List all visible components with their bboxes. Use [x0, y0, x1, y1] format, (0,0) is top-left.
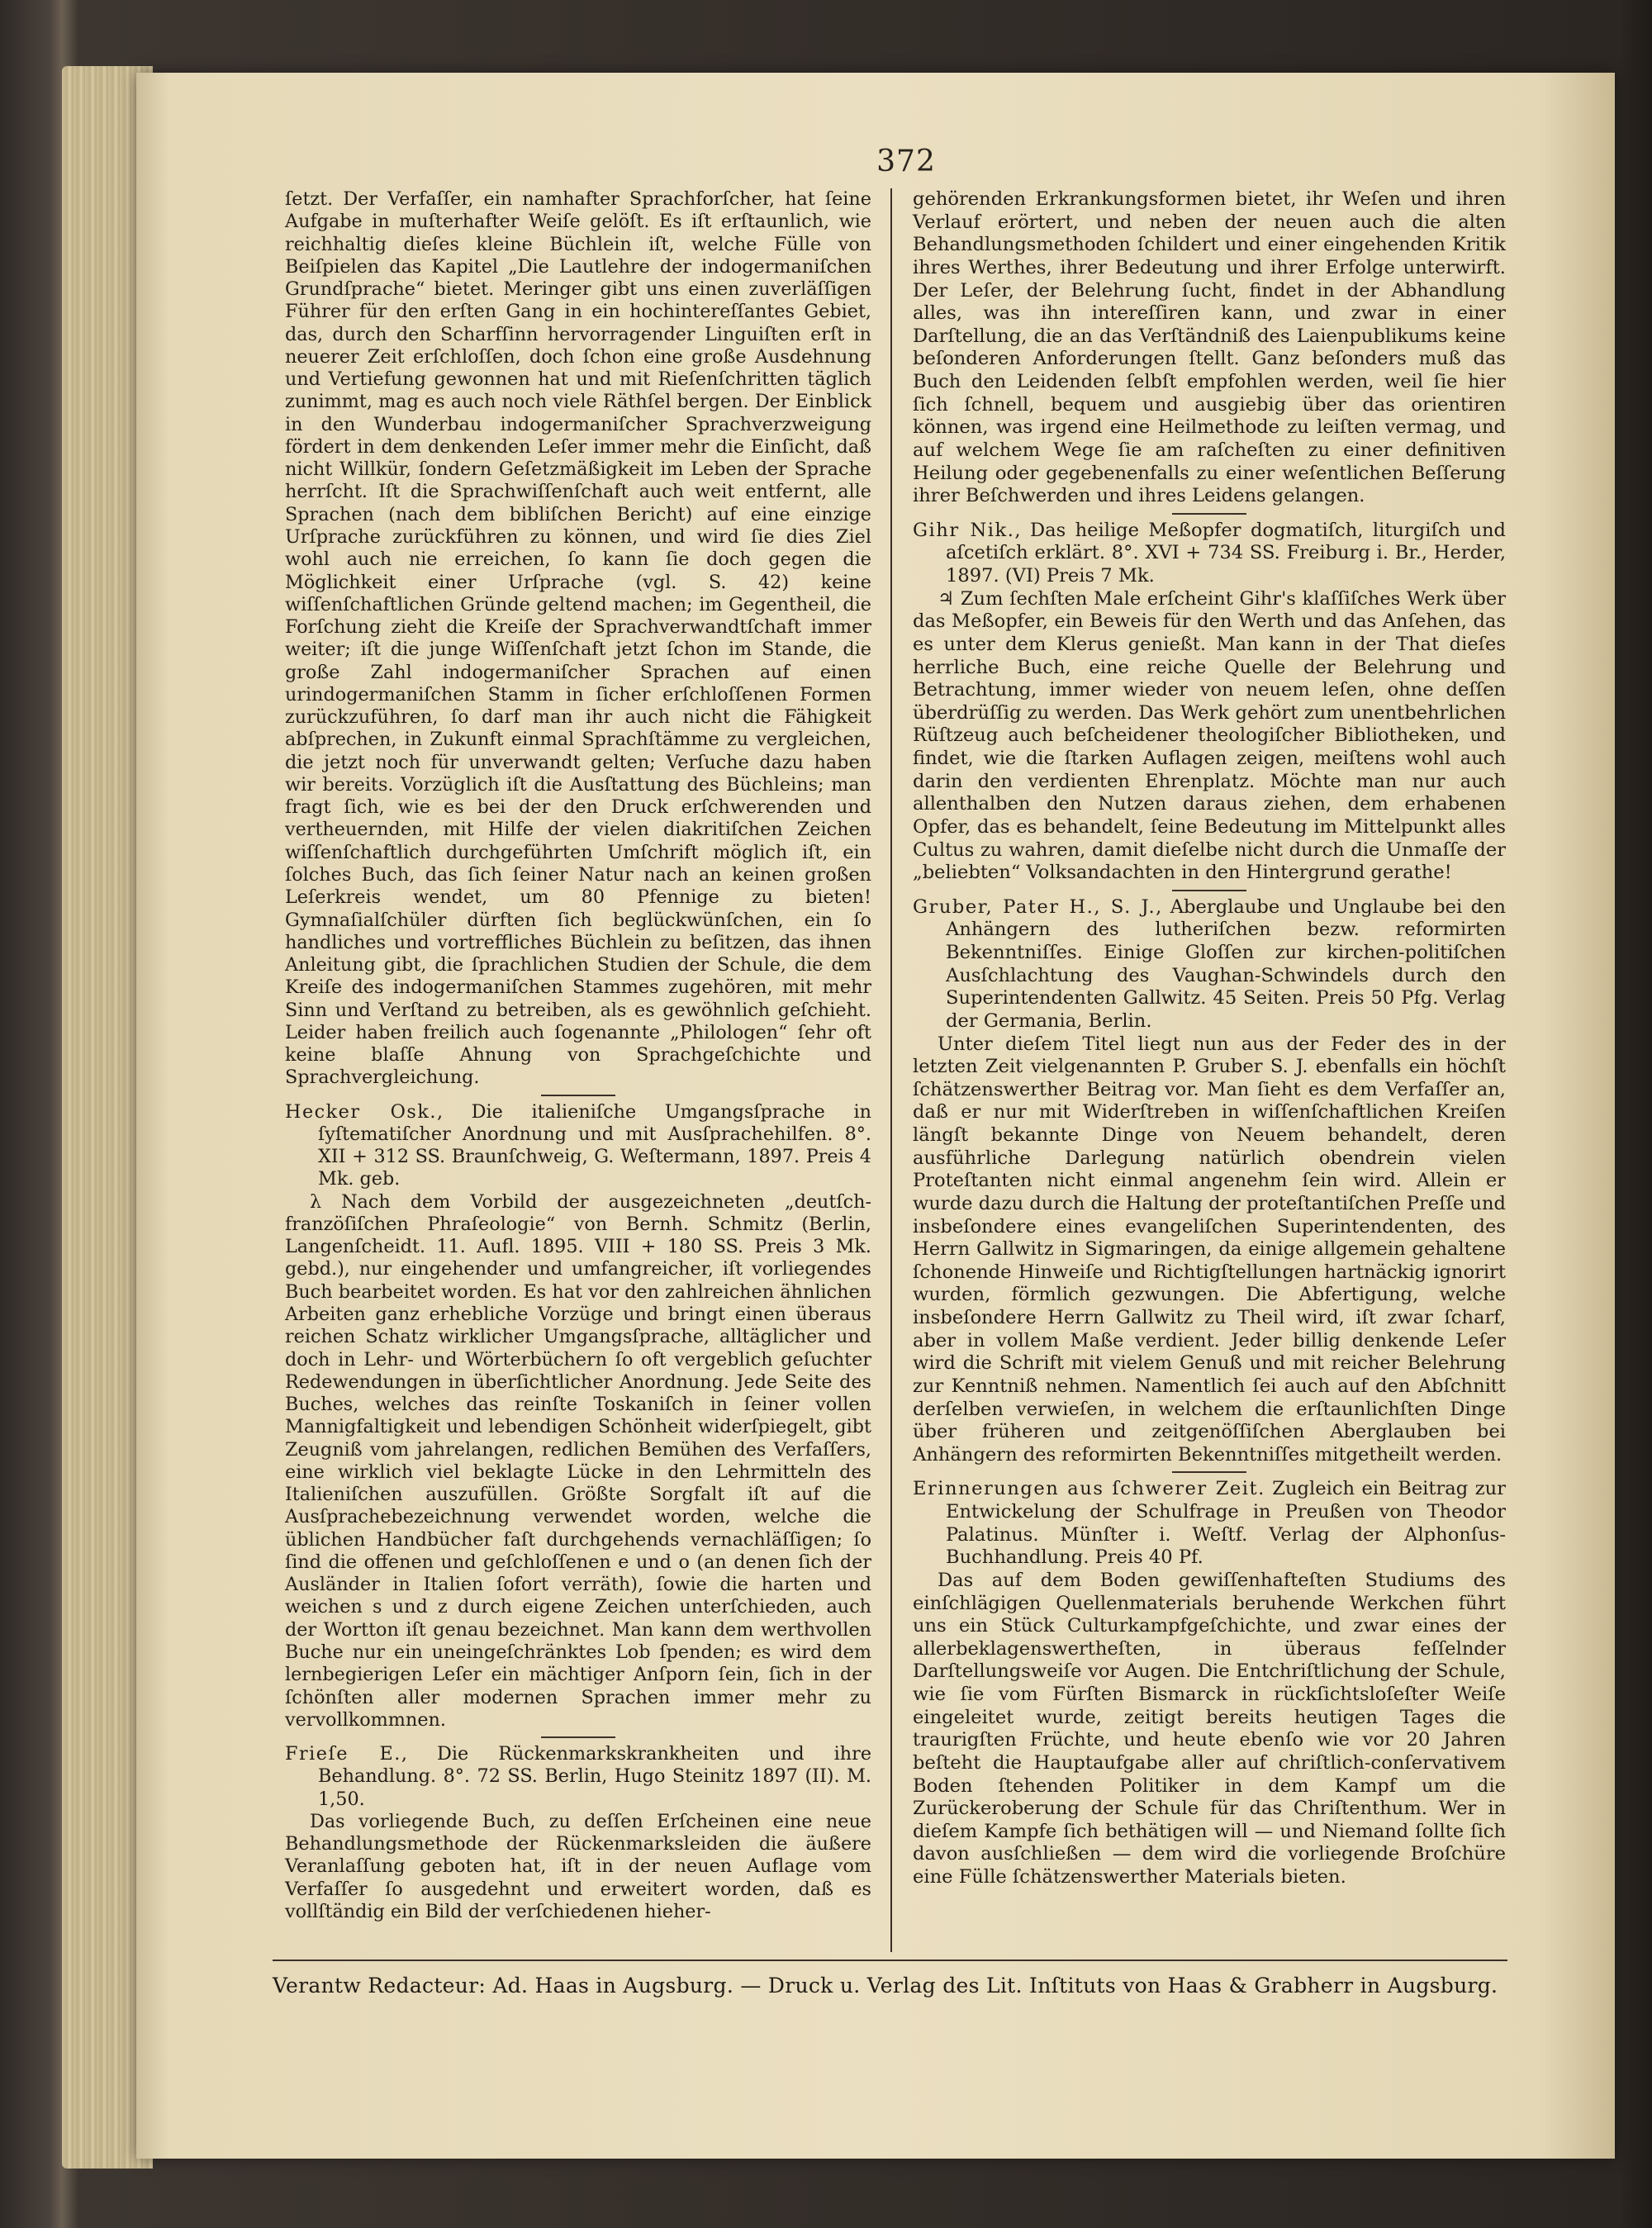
left-column	[285, 188, 871, 1923]
entry-separator	[541, 1095, 615, 1096]
entry-separator	[541, 1736, 615, 1738]
imprint-footer: Verantw Redacteur: Ad. Haas in Augsburg. — Druck u. Verlag des Lit. Inſtituts von Haas & Grabherr in Augsburg.	[273, 1974, 1498, 1998]
entry-body: Das vorliegende Buch, zu deſſen Erſcheinen eine neue Behandlungsmethode der Rückenmarksleiden die äußere Veranlaſſung geboten hat, iſt in der neuen Auflage vom Verfaſſer ſo ausgedehnt und erweitert worden, daß es vollſtändig ein Bild der verſchiedenen hieher-	[285, 1810, 871, 1922]
entry-separator	[1172, 890, 1246, 891]
entry-heading	[913, 520, 1506, 588]
footer-rule	[273, 1960, 1507, 1961]
entry-title: Zugleich ein Beitrag zur Entwickelung der Schulfrage in Preußen von Theodor Palatinus. Münſter i. Weſtf. Verlag der Alphonſus-Buchhandlung. Preis 40 Pf.	[946, 1478, 1506, 1569]
entry-body: ♃ Zum ſechſten Male erſcheint Gihr's klaſſiſches Werk über das Meßopfer, ein Beweis für den Werth und das Anſehen, das es unter dem Klerus genießt. Man kann in der That dieſes herrliche Buch, eine reiche Quelle der Belehrung und Betrachtung, immer wieder von neuem leſen, ohne deſſen überdrüſſig zu werden. Das Werk gehört zum unentbehrlichen Rüſtzeug auch beſcheidener theologiſcher Bibliotheken, und findet, wie die ſtarken Auflagen zeigen, meiſtens wohl auch darin den verdienten Ehrenplatz. Möchte man nur auch allenthalben den Nutzen daraus ziehen, dem erhabenen Opfer, das es behandelt, ſeine Bedeutung im Mittelpunkt alles Cultus zu wahren, damit dieſelbe nicht durch die Unmaſſe der „beliebten“ Volksandachten in den Hintergrund gerathe!	[913, 587, 1506, 884]
entry-title: , Die italieniſche Umgangsſprache in ſyſtematiſcher Anordnung und mit Ausſprachehilfen. 8°. XII + 312 SS. Braunſchweig, G. Weſtermann, 1897. Preis 4 Mk. geb.	[318, 1100, 871, 1190]
entry-heading	[913, 896, 1506, 1033]
entry-title: , Das heilige Meßopfer dogmatiſch, liturgiſch und aſcetiſch erklärt. 8°. XVI + 734 SS. Freiburg i. Br., Herder, 1897. (VI) Preis 7 Mk.	[946, 519, 1506, 587]
review-entry-friese	[285, 1743, 871, 1923]
right-column	[913, 188, 1506, 1889]
entry-author: Gihr Nik.	[913, 519, 1015, 541]
entry-body: ſetzt. Der Verfaſſer, ein namhafter Sprachforſcher, hat ſeine Aufgabe in muſterhafter Weiſe gelöſt. Es iſt erſtaunlich, wie reichhaltig dieſes kleine Büchlein iſt, welche Fülle von Beiſpielen das Kapitel „Die Lautlehre der indogermaniſchen Grundſprache“ bietet. Meringer gibt uns einen zuverläſſigen Führer für den erſten Gang in ein hochintereſſantes Gebiet, das, durch den Scharfſinn hervorragender Linguiſten erſt in neuerer Zeit erſchloſſen, doch ſchon eine große Ausdehnung und Vertiefung gewonnen hat und mit Rieſenſchritten täglich zunimmt, mag es auch noch viele Räthſel bergen. Der Einblick in den Wunderbau indogermaniſcher Sprachverzweigung fördert in dem denkenden Leſer immer mehr die Einſicht, daß nicht Willkür, ſondern Geſetzmäßigkeit im Leben der Sprache herrſcht. Iſt die Sprachwiſſenſchaft auch weit entfernt, alle Sprachen (nach dem bibliſchen Bericht) auf eine einzige Urſprache zurückführen zu können, und wird ſie dies Ziel wohl auch nie erreichen, ſo kann ſie doch gegen die Möglichkeit einer Urſprache (vgl. S. 42) keine wiſſenſchaftlichen Gründe geltend machen; im Gegentheil, die Forſchung zieht die Kreiſe der Sprachverwandtſchaft immer weiter; iſt die junge Wiſſenſchaft jetzt ſchon im Stande, die große Zahl indogermaniſcher Sprachen auf einen urindogermaniſchen Stamm in ſicher erſchloſſenen Formen zurückzuführen, ſo darf man ihr auch nicht die Fähigkeit abſprechen, in Zukunft einmal Sprachſtämme zu vergleichen, die jetzt noch für unverwandt gelten; Verſuche dazu haben wir bereits. Vorzüglich iſt die Ausſtattung des Büchleins; man fragt ſich, wie es bei der den Druck erſchwerenden und vertheuernden, mit Hilfe der vielen diakritiſchen Zeichen wiſſenſchaftlich durchgeführten Umſchrift möglich iſt, ein ſolches Buch, das ſich ſeiner Natur nach an keinen großen Leſerkreis wendet, um 80 Pfennige zu bieten! Gymnaſialſchüler dürften ſich beglückwünſchen, ein ſo handliches und vortreffliches Büchlein zu beſitzen, das ihnen Anleitung gibt, die ſprachlichen Studien der Schule, die dem Kreiſe des indogermaniſchen Stammes zugehören, mit mehr Sinn und Verſtand zu betreiben, als es gewöhnlich geſchieht. Leider haben freilich auch ſogenannte „Philologen“ ſehr oft keine blaſſe Ahnung von Sprachgeſchichte und Sprachvergleichung.	[285, 188, 871, 1089]
entry-body: Das auf dem Boden gewiſſenhafteſten Studiums des einſchlägigen Quellenmaterials beruhende Werkchen führt uns ein Stück Culturkampfgeſchichte, und zwar eines der allerbeklagenswertheſten, in überaus feſſelnder Darſtellungsweiſe vor Augen. Die Entchriſtlichung der Schule, wie ſie vom Fürſten Bismarck in rückſichtsloſeſter Weiſe eingeleitet wurde, zeitigt bereits heutigen Tages die traurigſten Früchte, und heute ebenſo wie vor 20 Jahren beſteht die Hauptaufgabe aller auf chriſtlich-conſervativem Boden ſtehenden Politiker in dem Kampf um die Zurückeroberung der Schule für das Chriſtenthum. Wer in dieſem Kampfe ſich bethätigen will — und Niemand ſollte ſich davon ausſchließen — dem wird die vorliegende Broſchüre eine Fülle ſchätzenswerther Materials bieten.	[913, 1569, 1506, 1888]
entry-body: Unter dieſem Titel liegt nun aus der Feder des in der letzten Zeit vielgenannten P. Gruber S. J. ebenfalls ein höchſt ſchätzenswerther Beitrag vor. Man ſieht es dem Verfaſſer an, daß er nur mit Widerſtreben in wiſſenſchaftlichen Kreiſen längſt bekannte Dinge von Neuem behandelt, deren ausführliche Darlegung natürlich obendrein vielen Proteſtanten nicht einmal angenehm ſein wird. Allein er wurde dazu durch die Haltung der proteſtantiſchen Preſſe und insbeſondere eines evangeliſchen Superintendenten, des Herrn Gallwitz in Sigmaringen, da einige allgemein gehaltene ſchonende Hinweiſe und Richtigſtellungen hartnäckig ignorirt wurden, förmlich gezwungen. Die Abfertigung, welche insbeſondere Herrn Gallwitz zu Theil wird, iſt zwar ſcharf, aber in vollem Maße verdient. Jeder billig denkende Leſer wird die Schrift mit vielem Genuß und mit reicher Belehrung zur Kenntniß nehmen. Namentlich ſei auch auf den Abſchnitt derſelben verwieſen, in welchem die erſtaunlichſten Dinge über früheren und zeitgenöſſiſchen Aberglauben bei Anhängern des reformirten Bekenntniſſes mitgetheilt werden.	[913, 1033, 1506, 1466]
entry-separator	[1172, 513, 1246, 515]
entry-author: Gruber, Pater H., S. J.	[913, 895, 1156, 918]
entry-author: Hecker Osk.	[285, 1100, 437, 1123]
review-entry-gihr	[913, 520, 1506, 885]
review-entry-hecker	[285, 1101, 871, 1732]
entry-body: gehörenden Erkrankungsformen bietet, ihr Weſen und ihren Verlauf erörtert, und neben der neuen auch die alten Behandlungsmethoden ſchildert und einer eingehenden Kritik ihres Werthes, ihrer Bedeutung und ihrer Erfolge unterwirft. Der Leſer, der Belehrung ſucht, findet in der Abhandlung alles, was ihn intereſſiren kann, und zwar in einer Darſtellung, die an das Verſtändniß des Laienpublikums keine beſonderen Anforderungen ſtellt. Ganz beſonders muß das Buch den Leidenden ſelbſt empfohlen werden, weil ſie hier ſich ſchnell, bequem und ausgiebig über das orientiren können, was irgend eine Heilmethode zu leiſten vermag, und auf welchem Wege ſie am raſcheſten zu einer definitiven Heilung oder gegebenenfalls zu einer weſentlichen Beſſerung ihrer Beſchwerden und ihres Leidens gelangen.	[913, 188, 1506, 507]
page-number: 372	[876, 145, 936, 178]
entry-heading	[913, 1478, 1506, 1570]
entry-heading	[285, 1101, 871, 1191]
entry-author: Frieſe E.	[285, 1743, 401, 1765]
entry-author: Erinnerungen aus ſchwerer Zeit.	[913, 1478, 1265, 1500]
entry-title: , Die Rückenmarkskrankheiten und ihre Behandlung. 8°. 72 SS. Berlin, Hugo Steinitz 1897 (II). M. 1,50.	[318, 1743, 872, 1810]
entry-heading	[285, 1743, 871, 1811]
entry-separator	[1172, 1471, 1246, 1473]
entry-title: , Aberglaube und Unglaube bei den Anhängern des lutheriſchen bezw. reformirten Bekenntniſſes. Einige Gloſſen zur kirchen-politiſchen Ausſchlachtung des Vaughan-Schwindels durch den Superintendenten Gallwitz. 45 Seiten. Preis 50 Pfg. Verlag der Germania, Berlin.	[946, 895, 1506, 1032]
continuation-entry	[913, 188, 1506, 508]
review-entry-erinnerungen	[913, 1478, 1506, 1888]
column-divider	[890, 188, 892, 1952]
review-entry-gruber	[913, 896, 1506, 1467]
continuation-entry	[285, 188, 871, 1090]
entry-body: λ Nach dem Vorbild der ausgezeichneten „deutſch-franzöſiſchen Phraſeologie“ von Bernh. Schmitz (Berlin, Langenſcheidt. 11. Aufl. 1895. VIII + 180 SS. Preis 3 Mk. gebd.), nur eingehender und umfangreicher, iſt vorliegendes Buch bearbeitet worden. Es hat vor den zahlreichen ähnlichen Arbeiten ganz erhebliche Vorzüge und bringt einen überaus reichen Schatz wirklicher Umgangsſprache, alltäglicher und doch in Lehr- und Wörterbüchern ſo oft vergeblich geſuchter Redewendungen in überſichtlicher Anordnung. Jede Seite des Buches, welches das reinſte Toskaniſch in ſeiner vollen Mannigfaltigkeit und lebendigen Schönheit widerſpiegelt, gibt Zeugniß vom jahrelangen, redlichen Bemühen des Verfaſſers, eine wirklich viel beklagte Lücke in den Lehrmitteln des Italieniſchen auszufüllen. Größte Sorgfalt iſt auf die Ausſprachebezeichnung verwendet worden, welche die üblichen Handbücher faſt durchgehends vernachläſſigen; ſo ſind die offenen und geſchloſſenen e und o (an denen ſich der Ausländer in Italien ſofort verräth), ſowie die harten und weichen s und z durch eigene Zeichen unterſchieden, auch der Wortton iſt genau bezeichnet. Man kann dem werthvollen Buche nur ein uneingeſchränktes Lob ſpenden; es wird dem lernbegierigen Leſer ein mächtiger Anſporn ſein, ſich in der ſchönſten aller modernen Sprachen immer mehr zu vervollkommnen.	[285, 1190, 871, 1731]
